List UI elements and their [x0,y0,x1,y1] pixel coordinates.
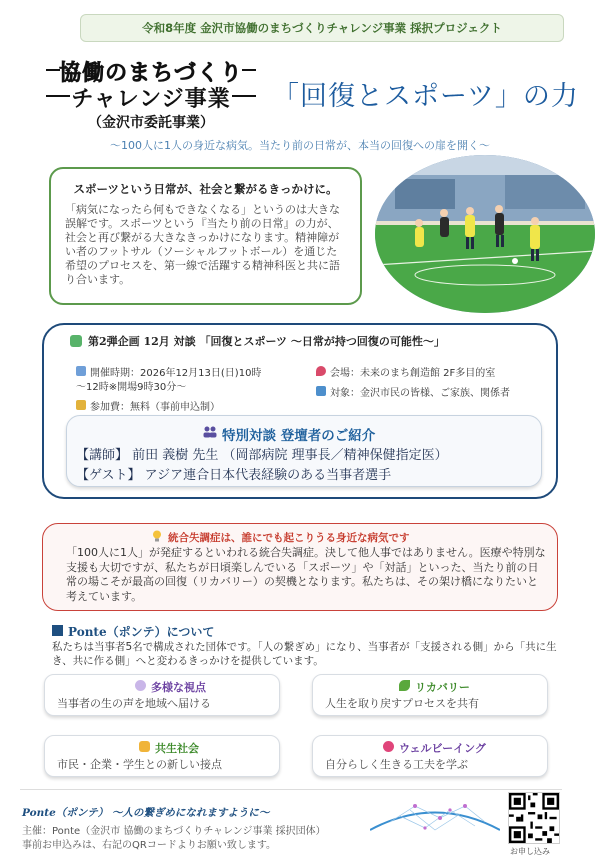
futsal-photo [375,155,595,313]
qr-code[interactable] [508,792,560,844]
handshake-icon [139,741,150,752]
intro-box [49,167,362,305]
event-title-icon [70,335,82,347]
challenge-logo [46,56,256,136]
awareness-heading: 統合失調症は、誰にでも起こりうる身近な病気です [168,532,410,544]
card-wellbeing [312,735,548,777]
awareness-body: 「100人に1人」が発症するといわれる統合失調症。決して他人事ではありません。医療や特別な支援も大切ですが、私たちが日頃楽しんでいる「スポーツ」や「対話」といった、当たり前の日常の場こそが最高の回復（リカバリー）の契機となります。私たちは、その架け橋になりたいと考えています。 [66,546,546,603]
event-target: 対象：金沢市民の皆様、ご家族、関係者 [330,388,510,399]
people-icon [203,426,217,438]
logo-line1: 協働のまちづくり [59,61,243,86]
wallet-icon [76,400,86,410]
speech-bubble-icon [135,680,146,691]
guest-line: 【ゲスト】 アジア連合日本代表経験のある当事者選手 [76,468,392,483]
card-title: リカバリー [415,681,470,694]
heart-icon [383,741,394,752]
card-diverse-views [44,674,280,716]
card-title: 多様な視点 [151,681,206,694]
logo-subtitle: （金沢市委託事業） [88,115,214,131]
project-banner: 令和8年度 金沢市協働のまちづくりチャレンジ事業 採択プロジェクト [80,14,564,42]
lightbulb-icon [152,530,162,542]
footer-title: Ponte（ポンテ） ～人の繋ぎめになれますように～ [22,807,270,819]
bridge-network-art [370,800,500,840]
intro-body: 「病気になったら何もできなくなる」というのは大きな誤解です。スポーツという『当たり前の日常』の力が、社会と再び繋がる大きなきっかけになります。精神障がい者のフットサル（ソーシャルフットボール）を通じた希望のプロセスを、第一線で活躍する精神科医と共に語り合います。 [65,203,340,286]
qr-label: お申し込み [510,847,550,856]
calendar-icon [76,366,86,376]
card-desc: 人生を取り戻すプロセスを共有 [325,697,479,710]
sprout-icon [399,680,410,691]
card-desc: 自分らしく生きる工夫を学ぶ [325,758,468,771]
event-title: 第2弾企画 12月 対談 「回復とスポーツ ～日常が持つ回復の可能性～」 [88,335,445,348]
logo-line2: チャレンジ事業 [71,87,231,112]
location-pin-icon [316,366,326,376]
footer-host: 主催：Ponte（金沢市 協働のまちづくりチャレンジ事業 採択団体） [22,826,326,837]
speaker-heading: 特別対談 登壇者のご紹介 [222,428,376,444]
intro-heading: スポーツという日常が、社会と繋がるきっかけに。 [73,182,338,196]
lecturer-line: 【講師】 前田 義樹 先生 （岡部病院 理事長／精神保健指定医） [76,448,448,463]
about-body: 私たちは当事者5名で構成された団体です。「人の繋ぎめ」になり、当事者が「支援される側」から「共に生き、共に作る側」へと変わるきっかけを提供しています。 [52,641,557,667]
about-bullet-icon [52,625,63,636]
card-recovery [312,674,548,716]
target-icon [316,386,326,396]
card-desc: 市民・企業・学生との新しい接点 [57,758,222,771]
card-inclusive-society [44,735,280,777]
card-title: ウェルビーイング [399,742,486,755]
event-date: 開催時期：2026年12月13日(日)10時 [90,368,262,379]
tagline: ～100人に1人の身近な病気。当たり前の日常が、本当の回復への扉を開く～ [110,139,490,152]
page-title: 「回復とスポーツ」の力 [272,81,579,112]
event-venue: 会場：未来のまち創造館 2F多目的室 [330,368,496,379]
footer-apply: 事前お申込みは、右記のQRコードよりお願い致します。 [22,840,277,851]
about-heading: Ponte（ポンテ）について [68,625,215,639]
card-desc: 当事者の生の声を地域へ届ける [57,697,211,710]
event-time: ～12時※開場9時30分～ [76,382,187,393]
card-title: 共生社会 [155,742,199,755]
event-fee: 参加費：無料（事前申込制） [90,402,220,413]
